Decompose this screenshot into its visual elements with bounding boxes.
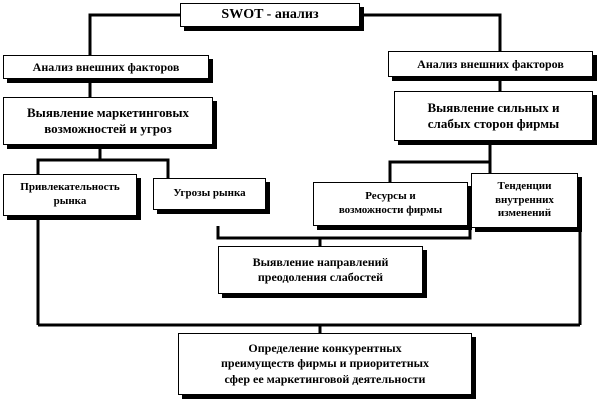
overcoming-weaknesses-box: Выявление направлений преодоления слабостей — [218, 246, 423, 294]
internal-trends-box: Тенденции внутренних изменений — [471, 173, 578, 228]
title-box: SWOT - анализ — [180, 3, 360, 27]
external-factors-right-box: Анализ внешних факторов — [388, 51, 593, 77]
market-threats-box: Угрозы рынка — [153, 178, 266, 210]
strengths-weaknesses-box: Выявление сильных и слабых сторон фирмы — [394, 91, 593, 141]
external-factors-left-box: Анализ внешних факторов — [3, 55, 209, 79]
market-attractiveness-box: Привлекательность рынка — [3, 174, 137, 216]
firm-resources-box: Ресурсы и возможности фирмы — [313, 182, 468, 226]
marketing-opportunities-box: Выявление маркетинговых возможностей и угроз — [3, 97, 213, 145]
competitive-advantages-box: Определение конкурентных преимуществ фирмы и приоритетных сфер ее маркетинговой деятельности — [178, 333, 472, 395]
